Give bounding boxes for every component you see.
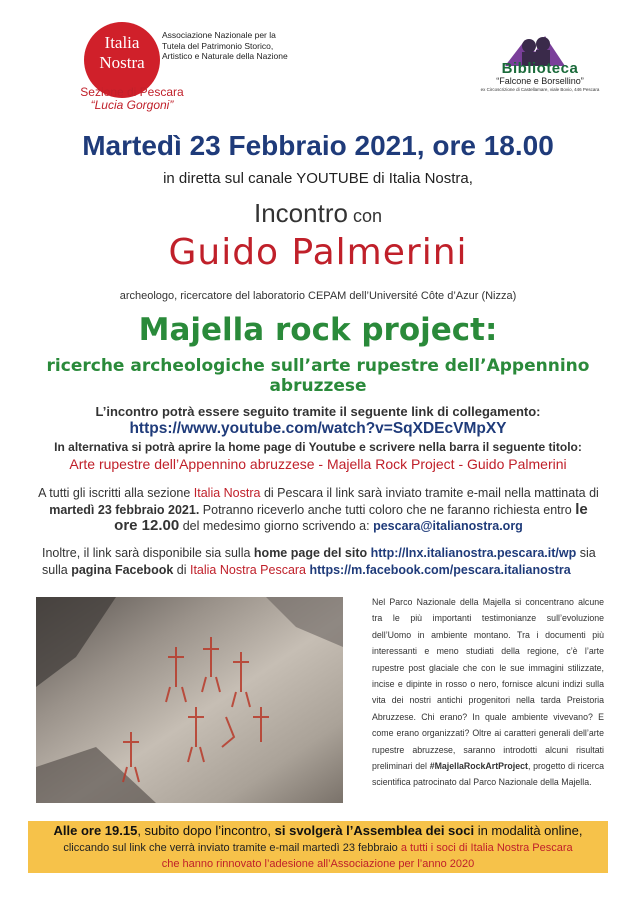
p1-c: di Pescara il link sarà inviato tramite e-mail nella mattinata di — [260, 486, 599, 500]
rock-art-photo — [36, 597, 343, 803]
logo-text-2: Nostra — [99, 53, 145, 72]
facebook-link[interactable]: https://m.facebook.com/pescara.italianostra — [309, 563, 571, 577]
event-title: Majella rock project: — [138, 312, 498, 348]
p1-a: A tutti gli iscritti alla sezione — [38, 486, 194, 500]
banner-b: , subito dopo l’incontro, — [137, 823, 275, 838]
banner-line2a: cliccando sul link che verrà inviato tramite e-mail martedì 23 febbraio — [63, 842, 401, 854]
p2-b: home page del sito — [253, 546, 368, 560]
p1-g: del medesimo giorno scrivendo a: — [179, 519, 374, 533]
event-subtitle: ricerche archeologiche sull’arte rupestre dell’Appennino abruzzese — [46, 356, 590, 396]
p2-g: di — [173, 563, 190, 577]
alternative-instructions: In alternativa si potrà aprire la home page di Youtube e scrivere nella barra il seguente titolo: — [54, 440, 582, 454]
sezione-line2: “Lucia Gorgoni” — [90, 98, 174, 112]
association-description — [162, 30, 362, 62]
p1-e: Potranno riceverlo anche tutti coloro che ne faranno richiesta entro — [199, 502, 576, 517]
logo-text-1: Italia — [104, 33, 140, 52]
p2-h: Italia Nostra Pescara — [189, 563, 307, 577]
event-diretta: in diretta sul canale YOUTUBE di Italia Nostra, — [163, 170, 473, 187]
links-paragraph — [42, 545, 602, 579]
p2-a: Inoltre, il link sarà disponibile sia sulla — [42, 546, 254, 560]
p2-e: sia sulla — [42, 546, 596, 577]
youtube-link[interactable]: https://www.youtube.com/watch?v=SqXDEcVMpXY — [129, 420, 507, 437]
assoc-line3: Artistico e Naturale della Nazione — [162, 51, 288, 61]
website-link[interactable]: http://lnx.italianostra.pescara.it/wp — [370, 546, 577, 560]
banner-time: Alle ore 19.15 — [53, 823, 138, 838]
body-text-2: , progetto di ricerca scientifica patrocinato dal Parco Nazionale della Majella. — [372, 761, 604, 788]
p1-b: Italia Nostra — [193, 486, 261, 500]
p1-f: le ore 12.00 — [114, 500, 588, 534]
incontro-big: Incontro — [254, 198, 348, 228]
video-title: Arte rupestre dell’Appennino abruzzese - Majella Rock Project - Guido Palmerini — [69, 456, 567, 472]
biblioteca-title: Biblioteca — [501, 60, 579, 77]
sezione-label — [52, 86, 212, 112]
assoc-line1: Associazione Nazionale per la — [162, 30, 276, 40]
hashtag: #MajellaRockArtProject — [429, 761, 528, 772]
speaker-name: Guido Palmerini — [168, 232, 468, 273]
p2-f: pagina Facebook — [71, 563, 174, 577]
banner-d: in modalità online, — [474, 823, 583, 838]
body-text-1: Nel Parco Nazionale della Majella si concentrano alcune tra le più importanti testimonianze sull’evoluzione dell’Uomo in ambiente montano. Tra i documenti più interessanti e meno studiati della regione, c’è l’arte rupestre post glaciale che con le sue immagini stilizzate, incise e dipinte in rosso o nero, fornisce alcuni indizi sulla vita dei nostri antichi progenitori nella tarda Preistoria Abruzzese. Chi erano? In quale ambiente vivevano? E come erano organizzati? Oltre ai caratteri generali dell’arte rupestre abruzzese, saranno introdotti alcuni risultati preliminari del — [372, 597, 604, 772]
incontro-heading — [0, 198, 636, 229]
event-date: Martedì 23 Febbraio 2021, ore 18.00 — [82, 130, 554, 161]
banner-assembly: si svolgerà l’Assemblea dei soci — [274, 823, 475, 838]
assoc-line2: Tutela del Patrimonio Storico, — [162, 40, 274, 51]
banner-line1 — [28, 823, 608, 838]
speaker-role: archeologo, ricercatore del laboratorio CEPAM dell’Université Côte d’Azur (Nizza) — [119, 290, 517, 302]
biblioteca-subtitle: “Falcone e Borsellino” — [496, 76, 584, 86]
p1-d: martedì 23 febbraio 2021. — [49, 502, 200, 517]
banner-line3: che hanno rinnovato l’adesione all’Associazione per l’anno 2020 — [161, 858, 475, 870]
members-paragraph — [36, 485, 601, 535]
banner-line2 — [28, 842, 608, 854]
email-link[interactable]: pescara@italianostra.org — [373, 519, 523, 533]
biblioteca-address: ex Circoscrizione di Castellamare, viale Bovio, 446 Pescara — [480, 87, 600, 92]
banner-line2b: a tutti i soci di Italia Nostra Pescara — [400, 842, 573, 854]
sezione-line1: Sezione di Pescara — [80, 85, 184, 99]
link-intro: L’incontro potrà essere seguito tramite il seguente link di collegamento: — [95, 404, 541, 419]
incontro-small: con — [347, 206, 382, 226]
project-description — [372, 594, 604, 791]
